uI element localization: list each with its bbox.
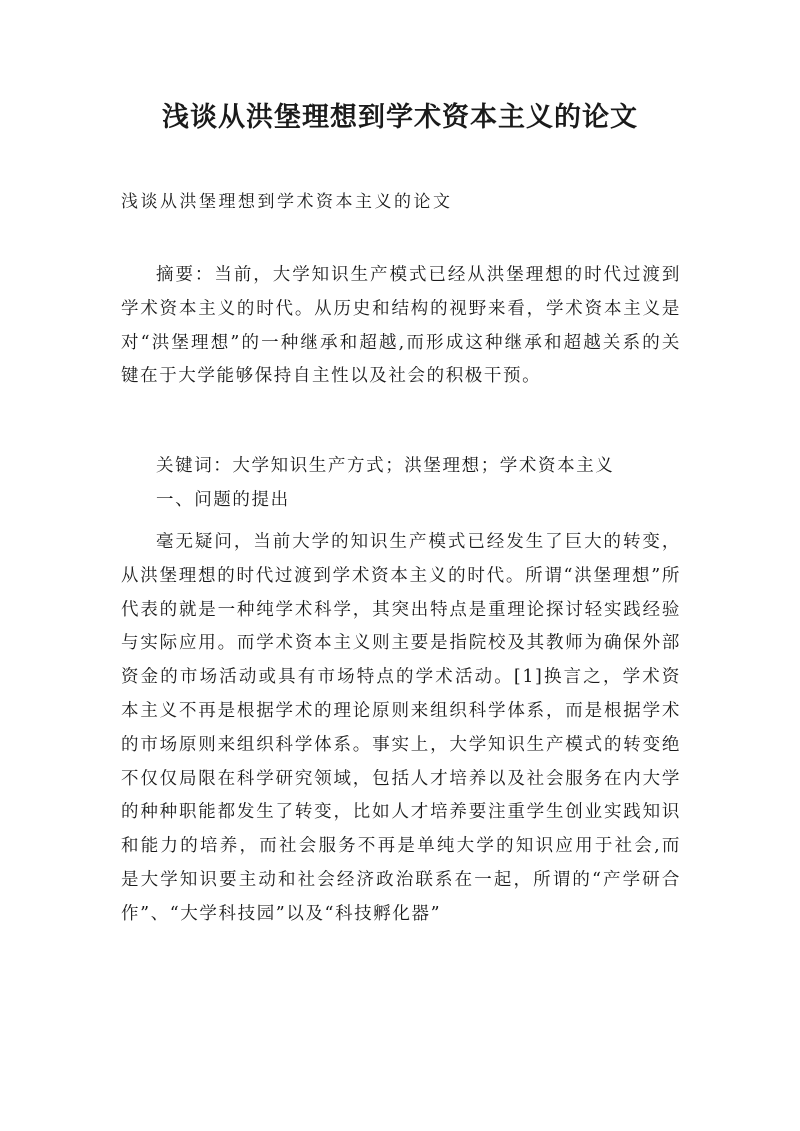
section-heading: 一、问题的提出 xyxy=(156,490,290,510)
keywords-line: 关键词：大学知识生产方式；洪堡理想；学术资本主义 xyxy=(156,456,615,476)
document-subtitle: 浅谈从洪堡理想到学术资本主义的论文 xyxy=(121,192,453,212)
document-title: 浅谈从洪堡理想到学术资本主义的论文 xyxy=(162,102,638,133)
body-paragraph: 毫无疑问，当前大学的知识生产模式已经发生了巨大的转变，从洪堡理想的时代过渡到学术资本主义的时代。所谓“洪堡理想”所代表的就是一种纯学术科学，其突出特点是重理论探讨轻实践经验与实际应用。而学术资本主义则主要是指院校及其教师为确保外部资金的市场活动或具有市场特点的学术活动。[1]换言之，学术资本主义不再是根据学术的理论原则来组织科学体系，而是根据学术的市场原则来组织科学体系。事实上，大学知识生产模式的转变绝不仅仅局限在科学研究领域，包括人才培养以及社会服务在内大学的种种职能都发生了转变，比如人才培养要注重学生创业实践知识和能力的培养，而社会服务不再是单纯大学的知识应用于社会,而是大学知识要主动和社会经济政治联系在一起，所谓的“产学研合作”、“大学科技园”以及“科技孵化器” xyxy=(121,532,682,924)
abstract-paragraph: 摘要：当前，大学知识生产模式已经从洪堡理想的时代过渡到学术资本主义的时代。从历史和结构的视野来看，学术资本主义是对“洪堡理想”的一种继承和超越,而形成这种继承和超越关系的关键在于大学能够保持自主性以及社会的积极干预。 xyxy=(121,265,681,387)
